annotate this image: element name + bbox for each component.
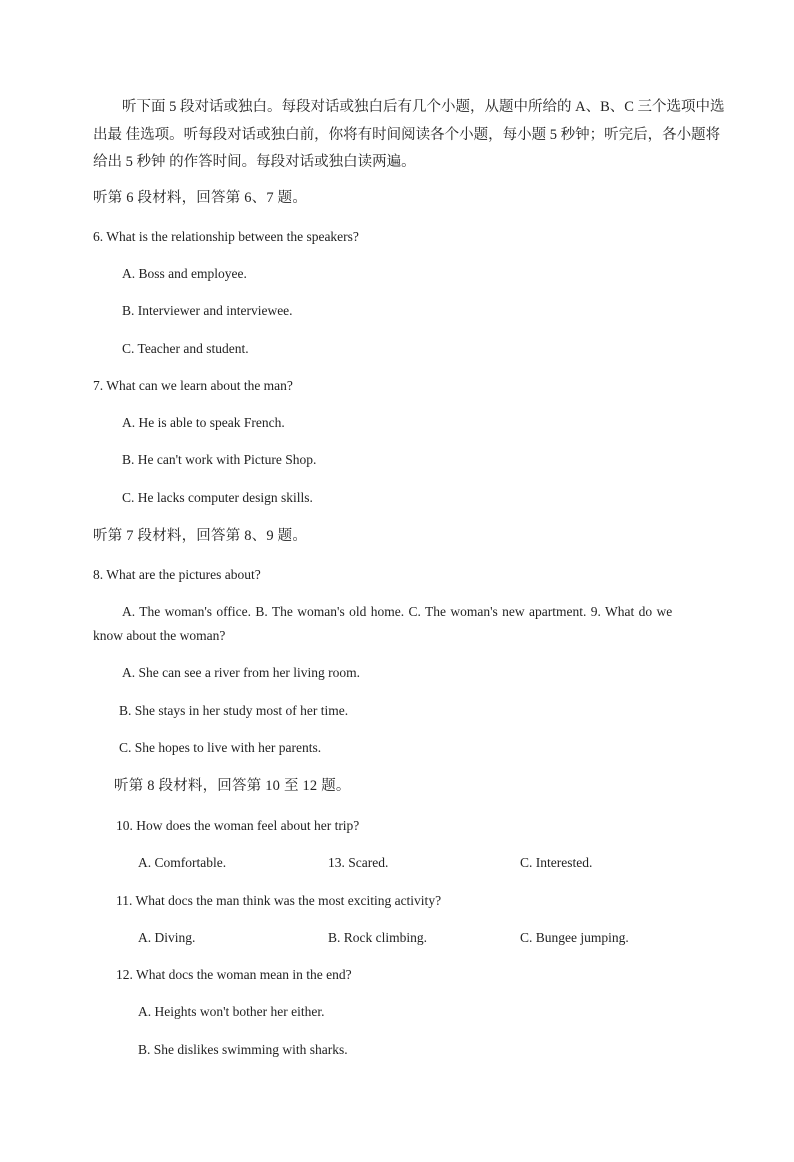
- q11-option-a: A. Diving.: [138, 930, 196, 945]
- q10-option-b: 13. Scared.: [328, 855, 389, 870]
- q7-option-b: B. He can't work with Picture Shop.: [122, 452, 317, 467]
- q6-option-a: A. Boss and employee.: [122, 266, 247, 281]
- q9-option-a: A. She can see a river from her living room.: [122, 665, 361, 680]
- q7-option-a: A. He is able to speak French.: [122, 415, 285, 430]
- section-8-heading: 听第 8 段材料，回答第 10 至 12 题。: [114, 778, 351, 794]
- section-6-heading: 听第 6 段材料，回答第 6、7 题。: [93, 190, 308, 206]
- question-8: 8. What are the pictures about?: [93, 567, 261, 582]
- q7-option-c: C. He lacks computer design skills.: [122, 490, 313, 505]
- q6-option-c: C. Teacher and student.: [122, 341, 249, 356]
- q9-option-c: C. She hopes to live with her parents.: [119, 740, 322, 755]
- q10-option-a: A. Comfortable.: [138, 855, 227, 870]
- q12-option-a: A. Heights won't bother her either.: [138, 1004, 325, 1019]
- section-7-heading: 听第 7 段材料，回答第 8、9 题。: [93, 528, 308, 544]
- q11-option-c: C. Bungee jumping.: [520, 930, 629, 945]
- q6-option-b: B. Interviewer and interviewee.: [122, 303, 293, 318]
- q11-option-b: B. Rock climbing.: [328, 930, 427, 945]
- question-7: 7. What can we learn about the man?: [93, 378, 293, 393]
- intro-line-2: 出最 佳选项。听每段对话或独白前，你将有时间阅读各个小题，每小题 5 秒钟；听完后，各小题将: [93, 126, 721, 143]
- intro-paragraph: [93, 94, 725, 177]
- question-10: 10. How does the woman feel about her trip?: [116, 818, 360, 833]
- intro-line-1: 听下面 5 段对话或独白。每段对话或独白后有几个小题，从题中所给的 A、B、C 三个选项中选: [122, 99, 725, 115]
- question-12: 12. What docs the woman mean in the end?: [116, 967, 352, 982]
- q9-option-b: B. She stays in her study most of her time.: [119, 703, 349, 718]
- q8-options-line: A. The woman's office. B. The woman's old home. C. The woman's new apartment. 9. What do we: [122, 604, 673, 619]
- q9-question-continuation: know about the woman?: [93, 628, 226, 643]
- question-6: 6. What is the relationship between the speakers?: [93, 229, 359, 244]
- q10-option-c: C. Interested.: [520, 855, 593, 870]
- question-11: 11. What docs the man think was the most exciting activity?: [116, 893, 442, 908]
- q12-option-b: B. She dislikes swimming with sharks.: [138, 1042, 348, 1057]
- intro-line-3: 给出 5 秒钟 的作答时间。每段对话或独白读两遍。: [93, 154, 416, 170]
